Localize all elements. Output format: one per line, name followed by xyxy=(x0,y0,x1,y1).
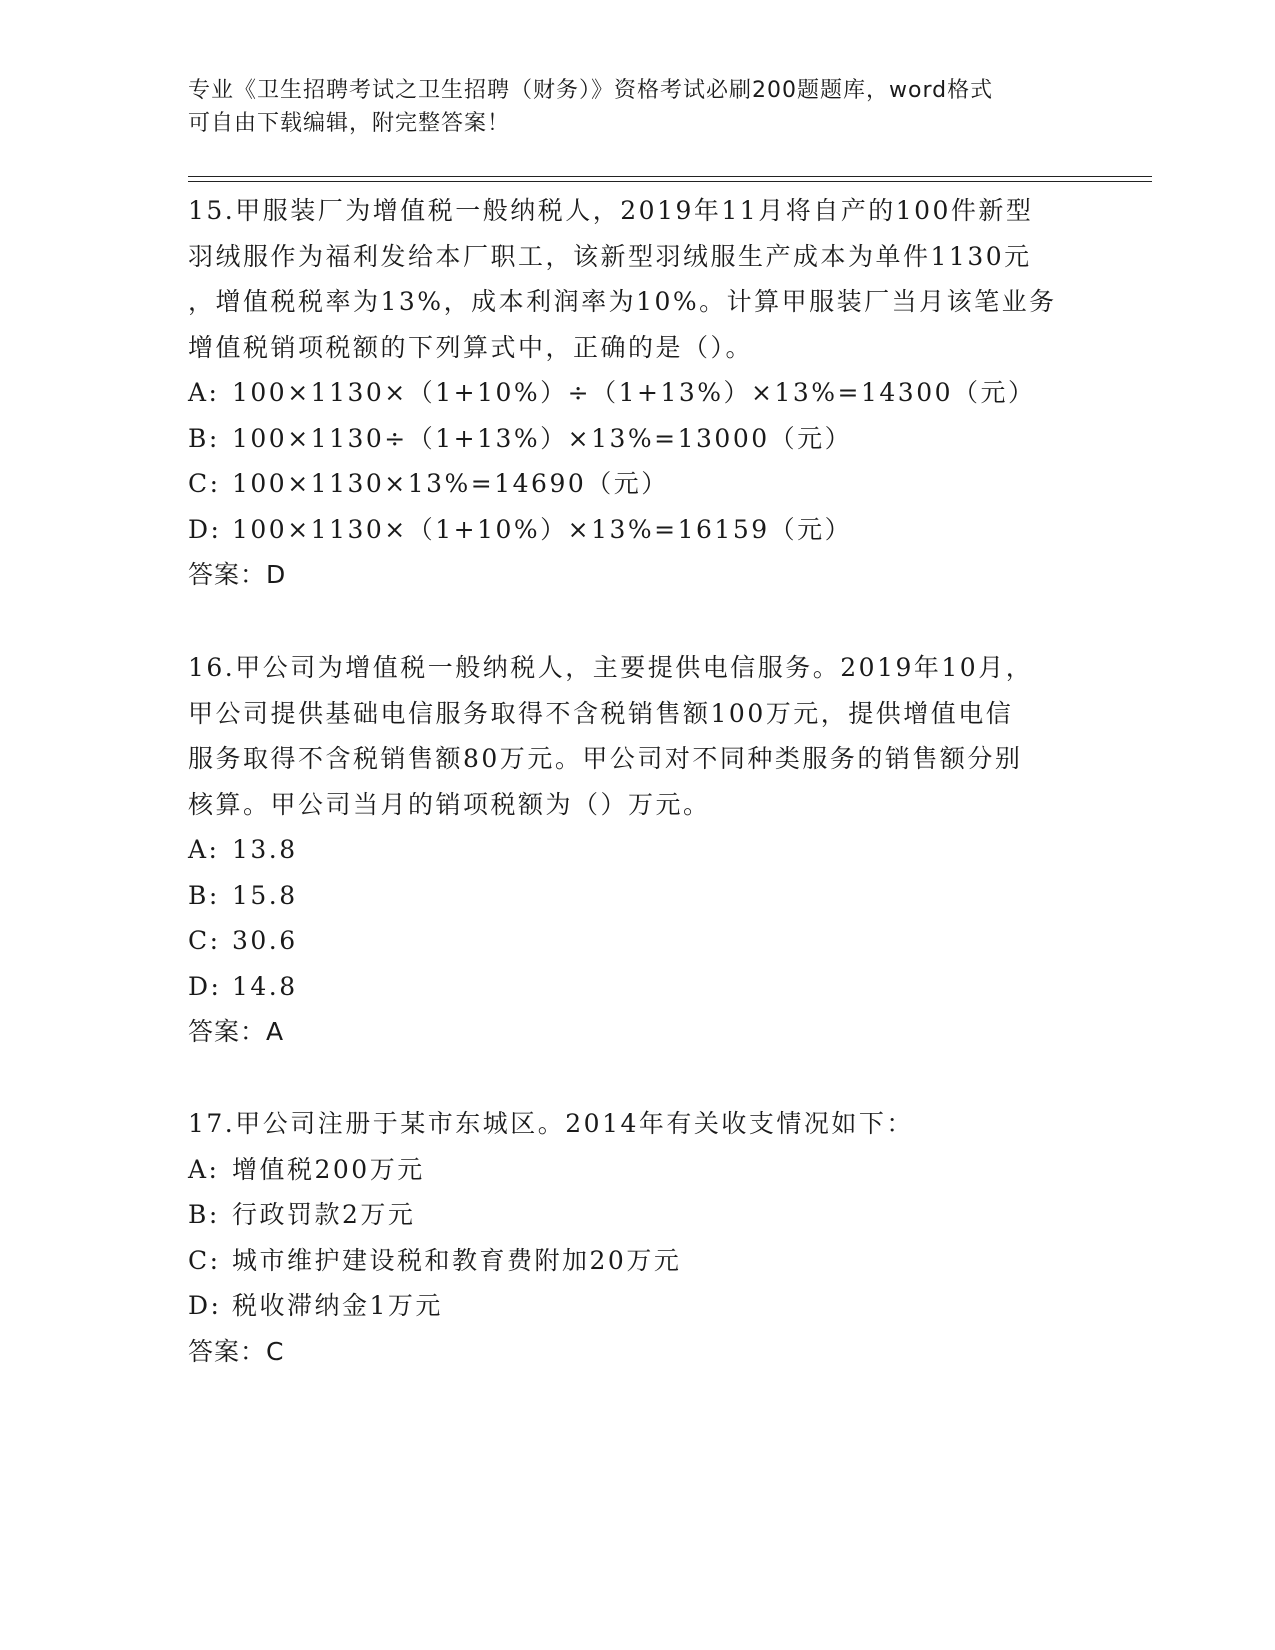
question-stem-line: 增值税销项税额的下列算式中，正确的是（）。 xyxy=(188,332,754,362)
option-c xyxy=(188,918,1088,964)
option-key: C: xyxy=(188,469,221,498)
option-b xyxy=(188,416,1088,462)
option-key: D: xyxy=(188,971,222,1001)
header-line-2: 可自由下载编辑，附完整答案！ xyxy=(188,111,511,136)
answer-line: 答案：A xyxy=(188,1017,285,1046)
option-text: 100×1130×（1+10%）×13%=16159（元） xyxy=(232,514,853,544)
question-stem-line: ，增值税税率为13%，成本利润率为10%。计算甲服装厂当月该笔业务 xyxy=(188,287,1057,316)
option-a xyxy=(188,827,1088,873)
header-divider-top xyxy=(188,176,1152,177)
option-key: A: xyxy=(188,378,220,407)
option-text: 100×1130×13%=14690（元） xyxy=(232,469,669,498)
option-text: 30.6 xyxy=(232,926,298,955)
option-c xyxy=(188,461,1088,507)
header-line-1: 专业《卫生招聘考试之卫生招聘（财务）》资格考试必刷200题题库，word格式 xyxy=(188,78,994,103)
option-text: 增值税200万元 xyxy=(232,1154,425,1184)
answer-line: 答案：D xyxy=(188,560,287,589)
question-17 xyxy=(188,1101,1088,1374)
question-stem-line: 服务取得不含税销售额80万元。甲公司对不同种类服务的销售额分别 xyxy=(188,744,1023,773)
option-d xyxy=(188,964,1088,1010)
option-text: 行政罚款2万元 xyxy=(232,1200,416,1229)
option-text: 14.8 xyxy=(232,971,298,1001)
option-text: 100×1130×（1+10%）÷（1+13%）×13%=14300（元） xyxy=(232,378,1036,407)
answer-line: 答案：C xyxy=(188,1336,285,1366)
question-15 xyxy=(188,188,1088,598)
question-stem-line: 15.甲服装厂为增值税一般纳税人，2019年11月将自产的100件新型 xyxy=(188,196,1034,225)
option-key: B: xyxy=(188,423,220,453)
option-a xyxy=(188,1147,1088,1193)
question-stem-line: 17.甲公司注册于某市东城区。2014年有关收支情况如下： xyxy=(188,1109,914,1138)
question-stem-line: 羽绒服作为福利发给本厂职工，该新型羽绒服生产成本为单件1130元 xyxy=(188,241,1032,271)
option-b xyxy=(188,873,1088,919)
document-header xyxy=(188,74,1088,140)
question-stem-line: 16.甲公司为增值税一般纳税人，主要提供电信服务。2019年10月， xyxy=(188,653,1034,682)
option-key: D: xyxy=(188,514,222,544)
question-stem-line: 甲公司提供基础电信服务取得不含税销售额100万元，提供增值电信 xyxy=(188,698,1014,728)
option-c xyxy=(188,1238,1088,1284)
option-text: 13.8 xyxy=(232,835,298,864)
option-key: A: xyxy=(188,835,220,864)
option-text: 15.8 xyxy=(232,880,298,910)
option-b xyxy=(188,1192,1088,1238)
option-key: B: xyxy=(188,1200,220,1229)
option-key: D: xyxy=(188,1291,222,1320)
option-text: 100×1130÷（1+13%）×13%=13000（元） xyxy=(232,423,853,453)
option-key: C: xyxy=(188,926,221,955)
question-16 xyxy=(188,645,1088,1055)
option-text: 税收滞纳金1万元 xyxy=(232,1291,443,1320)
option-d xyxy=(188,1283,1088,1329)
question-stem-line: 核算。甲公司当月的销项税额为（）万元。 xyxy=(188,789,711,819)
option-key: B: xyxy=(188,880,220,910)
header-divider-bottom xyxy=(188,181,1152,182)
option-text: 城市维护建设税和教育费附加20万元 xyxy=(232,1245,682,1275)
option-d xyxy=(188,507,1088,553)
option-key: C: xyxy=(188,1245,221,1275)
option-a xyxy=(188,370,1088,416)
option-key: A: xyxy=(188,1154,220,1184)
